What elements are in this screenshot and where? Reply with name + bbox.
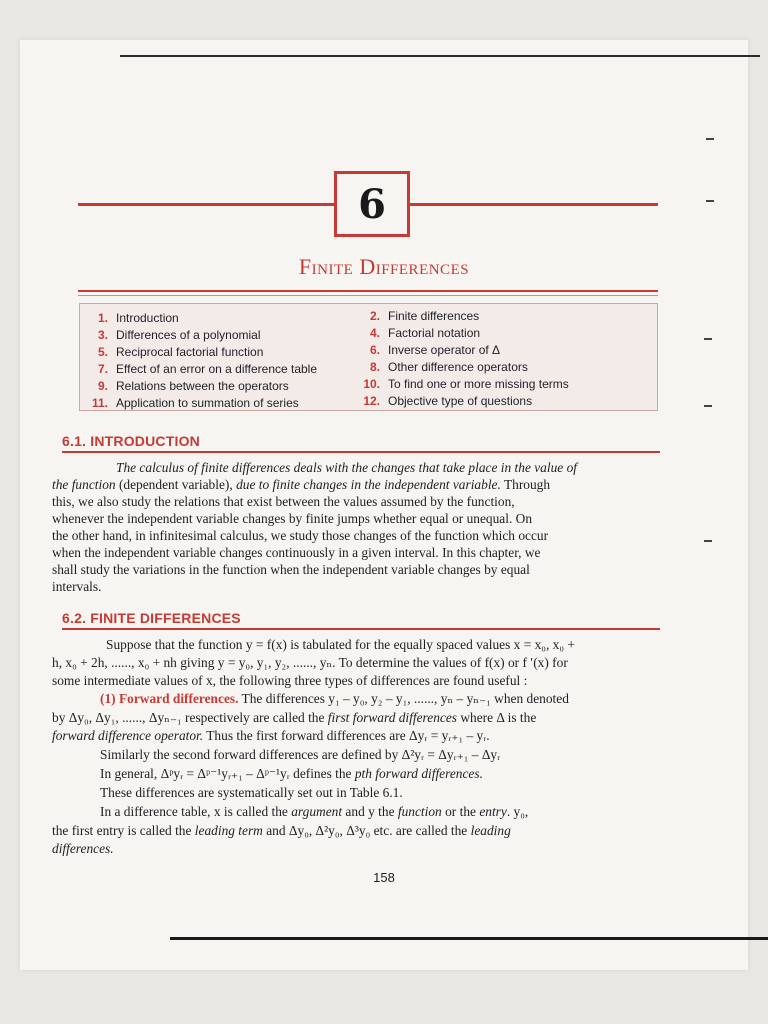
- intro-line: when the independent variable changes continuously in a given interval. In this chapter, we: [52, 545, 541, 560]
- body-line: by Δy₀, Δy₁, ......, Δyₙ₋₁ respectively are called the first forward differences where Δ is the: [52, 710, 537, 725]
- page-bottom-edge: [170, 937, 768, 940]
- edge-mark: [704, 405, 712, 407]
- intro-line: this, we also study the relations that exist between the values assumed by the function,: [52, 494, 515, 509]
- section-rule: [62, 451, 660, 453]
- chapter-rule-left: [78, 203, 334, 206]
- body-line: In general, Δᵖyᵣ = Δᵖ⁻¹yᵣ₊₁ – Δᵖ⁻¹yᵣ defines the pth forward differences.: [100, 766, 483, 781]
- page-number: 158: [373, 870, 395, 885]
- page-top-edge: [120, 55, 760, 57]
- toc-item: 5. Reciprocal factorial function: [97, 345, 264, 359]
- intro-line: the other hand, in infinitesimal calculus, we study those changes of the function which occur: [52, 528, 549, 543]
- forward-differences-label: (1) Forward differences.: [100, 691, 239, 706]
- toc-item: 7. Effect of an error on a difference table: [97, 362, 318, 376]
- toc-item: 1. Introduction: [97, 311, 179, 325]
- edge-mark: [706, 200, 714, 202]
- intro-line: The calculus of finite differences deals with the changes that take place in the value of: [116, 460, 578, 475]
- toc-item: 4. Factorial notation: [369, 326, 481, 340]
- body-line: the first entry is called the leading term and Δy₀, Δ²y₀, Δ³y₀ etc. are called the leading: [52, 823, 511, 838]
- chapter-number-box: [334, 171, 410, 237]
- body-line: (1) Forward differences. The differences y₁ – y₀, y₂ – y₁, ......, yₙ – yₙ₋₁ when denoted: [100, 691, 569, 706]
- edge-mark: [704, 338, 712, 340]
- body-line: h, x₀ + 2h, ......, x₀ + nh giving y = y₀, y₁, y₂, ......, yₙ. To determine the values of f(x) or f ′(x) for: [52, 655, 568, 670]
- intro-line: shall study the variations in the function when the independent variable changes by equal: [52, 562, 530, 577]
- chapter-number: 6: [358, 180, 386, 228]
- toc-item: 3. Differences of a polynomial: [97, 328, 261, 342]
- toc-item: 11. Application to summation of series: [91, 396, 299, 410]
- toc-item: 10. To find one or more missing terms: [363, 377, 569, 391]
- body-line: Suppose that the function y = f(x) is tabulated for the equally spaced values x = x₀, x₀ +: [106, 637, 575, 652]
- body-line: some intermediate values of x, the following three types of differences are found useful :: [52, 673, 528, 688]
- edge-mark: [706, 138, 714, 140]
- body-line: forward difference operator. Thus the first forward differences are Δyᵣ = yᵣ₊₁ – yᵣ.: [52, 728, 490, 743]
- toc-item: 12. Objective type of questions: [363, 394, 533, 408]
- title-rule: [78, 290, 658, 292]
- toc-item: 9. Relations between the operators: [97, 379, 289, 393]
- toc-item: 2. Finite differences: [369, 309, 480, 323]
- toc-item: 8. Other difference operators: [369, 360, 528, 374]
- chapter-rule-right: [410, 203, 658, 206]
- body-line: Similarly the second forward differences are defined by Δ²yᵣ = Δyᵣ₊₁ – Δyᵣ: [100, 747, 501, 762]
- section-heading-finite-differences: 6.2. FINITE DIFFERENCES: [62, 610, 241, 626]
- section-rule: [62, 628, 660, 630]
- edge-mark: [704, 540, 712, 542]
- toc-item: 6. Inverse operator of Δ: [369, 343, 501, 357]
- intro-line: intervals.: [52, 579, 102, 594]
- title-rule-thin: [78, 295, 658, 296]
- body-line: In a difference table, x is called the argument and y the function or the entry. y₀,: [100, 804, 529, 819]
- intro-line: the function (dependent variable), due to finite changes in the independent variable. Through: [52, 477, 551, 492]
- chapter-title: Finite Differences: [298, 254, 470, 279]
- body-line: These differences are systematically set out in Table 6.1.: [100, 785, 403, 800]
- body-line: differences.: [52, 841, 114, 856]
- intro-line: whenever the independent variable changes by finite jumps whether equal or unequal. On: [52, 511, 533, 526]
- section-heading-introduction: 6.1. INTRODUCTION: [62, 433, 200, 449]
- chapter-contents-box: [79, 303, 658, 411]
